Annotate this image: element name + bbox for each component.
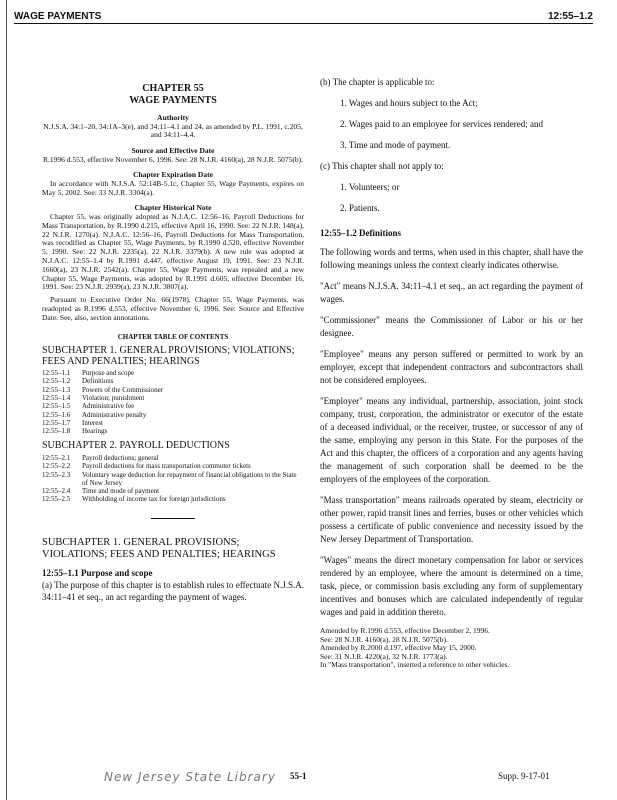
applicable-list: [320, 97, 583, 152]
right-column: [320, 76, 583, 670]
amendment-note: Amended by R.1996 d.553, effective December 2, 1996.: [320, 626, 490, 635]
toc-entry-number: 12:55–2.2: [42, 462, 71, 471]
header-right: 12:55–1.2: [547, 11, 593, 22]
section-divider: [151, 518, 195, 519]
toc-entry-number: 12:55–2.4: [42, 487, 71, 496]
toc-entry-number: 12:55–2.1: [42, 453, 71, 462]
toc-entry: [42, 462, 304, 470]
toc-subchapter-2-title: SUBCHAPTER 2. PAYROLL DEDUCTIONS: [42, 440, 230, 452]
toc-entry-number: 12:55–1.8: [42, 427, 71, 436]
toc-entry-title: Payroll deductions; general: [82, 453, 159, 462]
toc-entry: [42, 487, 304, 495]
toc-entry-number: 12:55–1.4: [42, 393, 71, 402]
toc-entry: [42, 411, 304, 419]
definition-paragraph: "Commissioner" means the Commissioner of Labor or his or her designee.: [320, 315, 583, 338]
toc-entry: [42, 471, 304, 488]
definition-paragraph: "Mass transportation" means railroads operated by steam, electricity or other power, rapid transit lines and ferries, buses or other vehicles which possess a certificate of public convenience and necessity issued by the New Jersey Department of Transportation.: [320, 495, 583, 544]
toc-entry-title: Administrative fee: [82, 402, 135, 411]
toc-entry-title: Purpose and scope: [82, 369, 135, 378]
toc-subchapter-2-list: [42, 454, 304, 504]
toc-entry-title: Withholding of income tax for foreign jurisdictions: [82, 495, 226, 504]
not-applicable-intro: (c) This chapter shall not apply to:: [320, 161, 444, 171]
applicable-item: 1. Wages and hours subject to the Act;: [340, 98, 478, 108]
source-heading: Source and Effective Date: [131, 146, 215, 156]
definition-paragraph: "Wages" means the direct monetary compensation for labor or services rendered by an employee, where the amount is determined on a time, task, piece, or commission basis excluding any form of supplementary incentives and bonuses which are calculated independently of regular wages and paid in addition thereto.: [320, 555, 583, 617]
toc-entry-title: Voluntary wage deduction for repayment of financial obligations to the State of New Jersey: [82, 470, 297, 487]
toc-entry-number: 12:55–1.5: [42, 402, 71, 411]
toc-entry-number: 12:55–2.5: [42, 495, 71, 504]
applicable-intro: (b) The chapter is applicable to:: [320, 77, 435, 87]
toc-entry-number: 12:55–1.3: [42, 385, 71, 394]
expiration-text: In accordance with N.J.S.A. 52:14B-5.1c, Chapter 55, Wage Payments, expires on May 5, 2002. See: 33 N.J.R. 3304(a).: [42, 178, 304, 197]
toc-entry-number: 12:55–1.2: [42, 377, 71, 386]
amendment-notes: [320, 627, 583, 670]
toc-entry-title: Powers of the Commissioner: [82, 385, 164, 394]
toc-subchapter-1-list: [42, 369, 304, 435]
chapter-title: WAGE PAYMENTS: [129, 94, 217, 106]
history-heading: Chapter Historical Note: [134, 203, 212, 213]
supplement-date: Supp. 9-17-01: [498, 771, 550, 781]
toc-entry-title: Definitions: [82, 377, 114, 386]
history-text-1: Chapter 55, was originally adopted as N.J.A.C. 12:56–16, Payroll Deductions for Mass Transportation, by R.1990 d.215, effective April 16, 1990. See: 22 N.J.R. 148(a), 22 N.J.R. 1270(a). N.J.A.C. 12:56–16, Payroll Deductions for Mass Transportation, was recodified as Chapter 55, Wage Payments, by R.1990 d.520, effective November 5, 1990. See: 22 N.J.R. 2235(a), 22 N.J.R. 3379(b). A new rule was adopted at N.J.A.C. 12:55–1.4 by R.1991 d.447, effective August 19, 1991. See: 23 N.J.R. 1660(a), 23 N.J.R. 2542(a). Chapter 55, Wage Payments, was repealed and a new Chapter 55, Wage Payments, was adopted by R.1991 d.605, effective December 16, 1991. See: 23 N.J.R. 2939(a), 23 N.J.R. 3807(a).: [42, 211, 304, 292]
toc-entry-number: 12:55–1.7: [42, 418, 71, 427]
page-number: 55-1: [290, 771, 307, 781]
toc-entry: [42, 394, 304, 402]
toc-entry: [42, 377, 304, 385]
amendment-note: In "Mass transportation", inserted a reference to other vehicles.: [320, 660, 510, 669]
toc-entry: [42, 386, 304, 394]
not-applicable-list: [320, 181, 583, 215]
not-applicable-item: 1. Volunteers; or: [340, 182, 400, 192]
source-text: R.1996 d.553, effective November 6, 1996. See: 28 N.J.R. 4160(a), 28 N.J.R. 5075(b).: [42, 154, 304, 164]
expiration-heading: Chapter Expiration Date: [133, 170, 213, 180]
toc-entry: [42, 369, 304, 377]
toc-entry: [42, 402, 304, 410]
amendment-note: See: 31 N.J.R. 4220(a), 32 N.J.R. 1773(a).: [320, 651, 448, 661]
amendment-note: Amended by R.2000 d.197, effective May 15, 2000.: [320, 643, 477, 652]
applicable-item: 3. Time and mode of payment.: [340, 140, 451, 150]
history-text-2: Pursuant to Executive Order No. 66(1978), Chapter 55, Wage Payments, was readopted as R.1996 d.553, effective November 6, 1996. See: Source and Effective Date. See, also, section annotations.: [42, 295, 304, 322]
toc-entry-title: Interest: [82, 418, 103, 427]
toc-entry-title: Time and mode of payment: [82, 487, 160, 496]
header-rule: [14, 23, 593, 24]
header-left: WAGE PAYMENTS: [14, 11, 102, 22]
left-column: [42, 76, 304, 603]
section-1-1-heading: 12:55–1.1 Purpose and scope: [42, 567, 153, 578]
amendment-note: See: 28 N.J.R. 4160(a), 28 N.J.R. 5075(b).: [320, 634, 448, 644]
toc-entry: [42, 454, 304, 462]
toc-entry: [42, 495, 304, 503]
definition-paragraph: "Employee" means any person suffered or permitted to work by an employer, except that independent contractors and subcontractors shall not be considered employees.: [320, 349, 583, 385]
section-1-2-heading: 12:55–1.2 Definitions: [320, 228, 401, 238]
toc-entry-number: 12:55–2.3: [42, 470, 71, 479]
toc-entry-title: Hearings: [82, 427, 108, 436]
toc-entry-number: 12:55–1.1: [42, 369, 71, 378]
definitions-intro: The following words and terms, when used in this chapter, shall have the following meanings unless the context clearly indicates otherwise.: [320, 247, 583, 270]
chapter-number: CHAPTER 55: [142, 83, 204, 94]
toc-entry: [42, 427, 304, 435]
definition-paragraph: "Act" means N.J.S.A. 34:11–4.1 et seq., an act regarding the payment of wages.: [320, 281, 583, 304]
library-stamp: New Jersey State Library: [104, 770, 276, 784]
authority-heading: Authority: [157, 113, 189, 122]
toc-entry-title: Payroll deductions for mass transportation commuter tickets: [82, 462, 251, 471]
running-header: [14, 4, 593, 22]
definitions-list: [320, 280, 583, 619]
subchapter-1-heading: SUBCHAPTER 1. GENERAL PROVISIONS; VIOLATIONS; FEES AND PENALTIES; HEARINGS: [42, 536, 276, 560]
toc-subchapter-1-title: SUBCHAPTER 1. GENERAL PROVISIONS; VIOLATIONS; FEES AND PENALTIES; HEARINGS: [42, 345, 295, 367]
toc-entry-number: 12:55–1.6: [42, 410, 71, 419]
toc-heading: CHAPTER TABLE OF CONTENTS: [117, 332, 229, 341]
not-applicable-item: 2. Patients.: [340, 203, 380, 213]
binding-edge: [6, 0, 7, 800]
definition-paragraph: "Employer" means any individual, partnership, association, joint stock company, trust, corporation, the administrator or executor of the estate of a deceased individual, or the receiver, trustee, or successor of any of the same, employing any person in this State. For the purposes of the Act and this chapter, the officers of a corporation and any agents having the management of such corporation shall be deemed to be the employers of the employees of the corporation.: [320, 396, 583, 484]
section-1-1-text: (a) The purpose of this chapter is to establish rules to effectuate N.J.S.A. 34:11–41 et seq., an act regarding the payment of wages.: [42, 580, 304, 602]
toc-entry: [42, 419, 304, 427]
toc-entry-title: Administrative penalty: [82, 410, 147, 419]
applicable-item: 2. Wages paid to an employee for services rendered; and: [340, 119, 544, 129]
authority-text: N.J.S.A. 34:1–20, 34:1A–3(e), and 34:11–4.1 and 24, as amended by P.L. 1991, c.205, and 34:11–4.4.: [43, 121, 303, 140]
toc-entry-title: Violation; punishment: [82, 393, 145, 402]
